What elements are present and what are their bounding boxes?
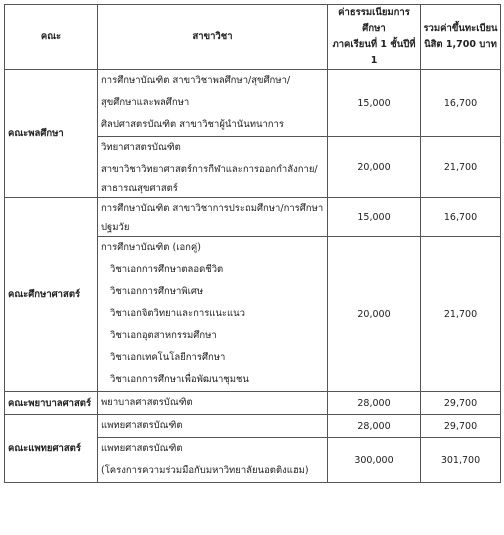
tuition-fee-value: 28,000 xyxy=(328,392,421,415)
tuition-fee-value: 15,000 xyxy=(328,198,421,237)
total-fee-value: 16,700 xyxy=(421,70,501,137)
table-row xyxy=(5,70,501,137)
program-line: สาธารณสุขศาสตร์ xyxy=(101,183,178,194)
program-line: พยาบาลศาสตรบัณฑิต xyxy=(101,397,193,408)
program-line: แพทยศาสตรบัณฑิต xyxy=(101,420,183,431)
header-total-fee-line1: รวมค่าขึ้นทะเบียน xyxy=(423,23,498,34)
program-line: ศิลปศาสตรบัณฑิต สาขาวิชาผู้นำนันทนาการ xyxy=(101,119,284,130)
program-line: การศึกษาบัณฑิต (เอกคู่) xyxy=(101,242,201,253)
table-row xyxy=(5,392,501,415)
header-total-fee-line2: นิสิต 1,700 บาท xyxy=(424,39,497,50)
faculty-name: คณะพยาบาลศาสตร์ xyxy=(5,392,98,415)
tuition-fee-value: 300,000 xyxy=(328,438,421,483)
header-faculty: คณะ xyxy=(5,5,98,70)
program-line: (โครงการความร่วมมือกับมหาวิทยาลัยนอตติงแฮม) xyxy=(101,465,309,476)
document-page xyxy=(4,4,500,483)
tuition-fee-value: 20,000 xyxy=(328,137,421,198)
total-fee-value: 301,700 xyxy=(421,438,501,483)
header-tuition-fee xyxy=(328,5,421,70)
total-fee-value: 29,700 xyxy=(421,392,501,415)
total-fee-value: 29,700 xyxy=(421,415,501,438)
program-line: วิชาเอกเทคโนโลยีการศึกษา xyxy=(110,352,226,363)
program-line: สุขศึกษาและพลศึกษา xyxy=(101,97,190,108)
program-line: วิชาเอกการศึกษาพิเศษ xyxy=(110,286,204,297)
program-cell xyxy=(98,237,328,392)
program-line: การศึกษาบัณฑิต สาขาวิชาพลศึกษา/สุขศึกษา/ xyxy=(101,75,291,86)
program-line: สาขาวิชาวิทยาศาสตร์การกีฬาและการออกกำลังกาย/ xyxy=(101,164,318,175)
header-tuition-fee-line2: ภาคเรียนที่ 1 ชั้นปีที่ 1 xyxy=(332,39,416,66)
program-line: วิชาเอกอุตสาหกรรมศึกษา xyxy=(110,330,217,341)
program-line: วิชาเอกจิตวิทยาและการแนะแนว xyxy=(110,308,245,319)
tuition-fee-table xyxy=(4,4,501,483)
program-line: แพทยศาสตรบัณฑิต xyxy=(101,443,183,454)
total-fee-value: 16,700 xyxy=(421,198,501,237)
program-line: การศึกษาบัณฑิต สาขาวิชาการประถมศึกษา/การศึกษา xyxy=(101,203,324,214)
program-line: วิชาเอกการศึกษาตลอดชีวิต xyxy=(110,264,224,275)
table-row xyxy=(5,198,501,237)
program-line: ปฐมวัย xyxy=(101,222,130,233)
table-row xyxy=(5,415,501,438)
program-cell xyxy=(98,198,328,237)
total-fee-value: 21,700 xyxy=(421,237,501,392)
program-cell xyxy=(98,392,328,415)
faculty-name: คณะแพทยศาสตร์ xyxy=(5,415,98,483)
program-cell xyxy=(98,137,328,198)
header-tuition-fee-line1: ค่าธรรมเนียมการศึกษา xyxy=(338,7,410,34)
tuition-fee-value: 15,000 xyxy=(328,70,421,137)
tuition-fee-value: 20,000 xyxy=(328,237,421,392)
program-line: วิทยาศาสตรบัณฑิต xyxy=(101,142,181,153)
program-cell xyxy=(98,438,328,483)
faculty-name: คณะศึกษาศาสตร์ xyxy=(5,198,98,392)
program-line: วิชาเอกการศึกษาเพื่อพัฒนาชุมชน xyxy=(110,374,249,385)
program-cell xyxy=(98,415,328,438)
tuition-fee-value: 28,000 xyxy=(328,415,421,438)
total-fee-value: 21,700 xyxy=(421,137,501,198)
program-cell xyxy=(98,70,328,137)
header-total-fee xyxy=(421,5,501,70)
faculty-name: คณะพลศึกษา xyxy=(5,70,98,198)
header-major: สาขาวิชา xyxy=(98,5,328,70)
table-header-row xyxy=(5,5,501,70)
